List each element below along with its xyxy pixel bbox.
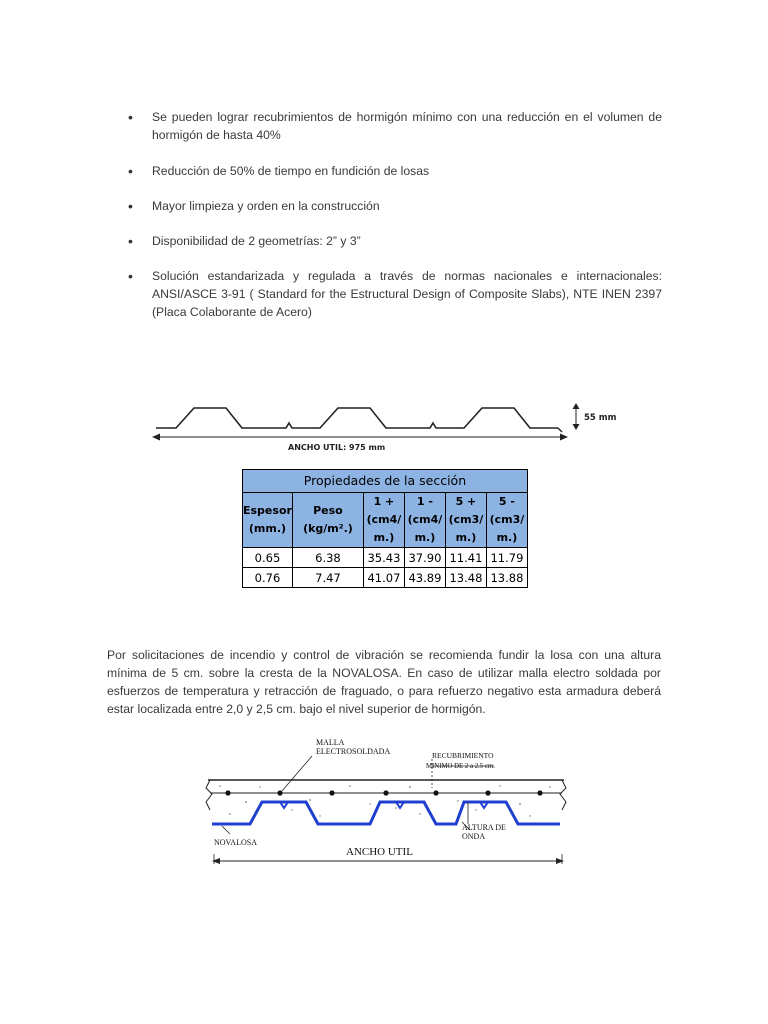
table-row xyxy=(243,548,528,568)
height-label: 55 mm xyxy=(584,413,617,423)
list-item: • Mayor limpieza y orden en la construcción xyxy=(128,197,662,215)
table-cell: 7.47 xyxy=(292,568,363,588)
column-header-espesor: Espesor (mm.) xyxy=(243,493,293,548)
column-header-1-minus: 1 - (cm4/ m.) xyxy=(404,493,445,548)
wave-height-label-2: ONDA xyxy=(462,832,486,841)
table-cell: 37.90 xyxy=(404,548,445,568)
section-properties-table xyxy=(242,469,528,588)
cover-label-2: MINIMO DE 2 a 2.5 cm. xyxy=(426,763,495,770)
table-cell: 11.41 xyxy=(445,548,486,568)
table-cell: 13.48 xyxy=(445,568,486,588)
novalosa-deck xyxy=(212,802,560,824)
table-cell: 11.79 xyxy=(486,548,527,568)
table-cell: 43.89 xyxy=(404,568,445,588)
width-label: ANCHO UTIL: 975 mm xyxy=(288,443,386,452)
mesh-label: MALLA xyxy=(316,738,345,747)
deck-profile-line xyxy=(156,408,558,428)
table-cell: 41.07 xyxy=(363,568,404,588)
list-item: • Solución estandarizada y regulada a través de normas nacionales e internacionales: ANSI/ASCE 3-91 ( Standard for the Estructural Design of Composite Slabs), NTE INEN 2397 (Placa Colaborante de Acero) xyxy=(128,267,662,321)
column-header-5-minus: 5 - (cm3/ m.) xyxy=(486,493,527,548)
novalosa-label: NOVALOSA xyxy=(214,838,257,847)
table-cell: 0.65 xyxy=(243,548,293,568)
cover-label: RECUBRIMIENTO xyxy=(432,751,494,760)
table-cell: 0.76 xyxy=(243,568,293,588)
feature-list xyxy=(128,108,662,339)
column-header-5-plus: 5 + (cm3/ m.) xyxy=(445,493,486,548)
slab-section-diagram xyxy=(200,730,570,866)
table-cell: 6.38 xyxy=(292,548,363,568)
ancho-util-label: ANCHO UTIL xyxy=(346,846,413,858)
table-cell: 35.43 xyxy=(363,548,404,568)
fire-vibration-paragraph: Por solicitaciones de incendio y control de vibración se recomienda fundir la losa con una altura mínima de 5 cm. sobre la cresta de la NOVALOSA. En caso de utilizar malla electro soldada por esfuerzos de temperatura y retracción de fraguado, o para refuerzo negativo esta armadura deberá estar localizada entre 2,0 y 2,5 cm. bajo el nivel superior de hormigón. xyxy=(107,648,661,716)
table-cell: 13.88 xyxy=(486,568,527,588)
list-item: • Se pueden lograr recubrimientos de hormigón mínimo con una reducción en el volumen de hormigón de hasta 40% xyxy=(128,108,662,144)
table-title: Propiedades de la sección xyxy=(243,470,528,493)
deck-profile-diagram xyxy=(148,396,624,456)
section-properties-table-wrap xyxy=(242,469,528,588)
column-header-1-plus: 1 + (cm4/ m.) xyxy=(363,493,404,548)
mesh-label-2: ELECTROSOLDADA xyxy=(316,747,391,756)
table-header-row xyxy=(243,493,528,548)
wave-height-label: ALTURA DE xyxy=(462,823,506,832)
column-header-peso: Peso (kg/m².) xyxy=(292,493,363,548)
table-row xyxy=(243,568,528,588)
list-item: • Reducción de 50% de tiempo en fundición de losas xyxy=(128,162,662,180)
list-item: • Disponibilidad de 2 geometrías: 2” y 3” xyxy=(128,232,662,250)
